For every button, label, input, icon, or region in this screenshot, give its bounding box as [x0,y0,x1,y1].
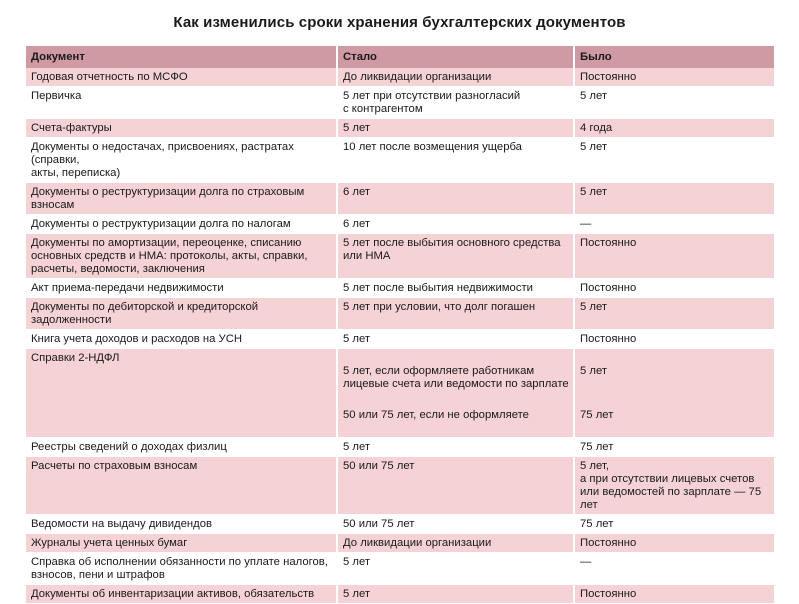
cell-now: 5 лет после выбытия основного средства или НМА [338,234,575,279]
cell-document: Документы по дебиторской и кредиторской задолженности [26,298,338,330]
cell-was-part: 75 лет [580,409,614,421]
cell-was: 5 лет, а при отсутствии лицевых счетов или ведомостей по зарплате — 75 лет [575,457,774,515]
cell-document: Документы о реструктуризации долга по страховым взносам [26,183,338,215]
cell-now: 5 лет [338,438,575,457]
cell-document: Годовая отчетность по МСФО [26,68,338,87]
table-header-row [26,46,774,68]
table-row [26,183,774,215]
table-row [26,279,774,298]
table-row [26,349,774,438]
cell-document: Документы о реструктуризации долга по налогам [26,215,338,234]
page-title: Как изменились сроки хранения бухгалтерских документов [173,14,626,31]
table-row [26,298,774,330]
cell-now: 5 лет [338,585,575,604]
table-row [26,438,774,457]
table-row [26,534,774,553]
column-header-was: Было [575,46,774,68]
cell-was: Постоянно [575,585,774,604]
table-row [26,215,774,234]
table-row [26,138,774,183]
cell-now: 6 лет [338,215,575,234]
cell-document: Справки 2-НДФЛ [26,349,338,438]
cell-was: — [575,215,774,234]
table-row [26,585,774,604]
table-row [26,515,774,534]
cell-document: Расчеты по страховым взносам [26,457,338,515]
cell-document: Счета-фактуры [26,119,338,138]
cell-now: До ликвидации организации [338,68,575,87]
cell-document: Первичка [26,87,338,119]
cell-now: 5 лет [338,330,575,349]
cell-now: 5 лет при отсутствии разногласий с контрагентом [338,87,575,119]
table-row [26,119,774,138]
cell-document: Документы по амортизации, переоценке, списанию основных средств и НМА: протоколы, акты, справки, расчеты, ведомости, заключения [26,234,338,279]
cell-now: 50 или 75 лет [338,457,575,515]
cell-document: Акт приема-передачи недвижимости [26,279,338,298]
cell-now: 50 или 75 лет [338,515,575,534]
cell-now: До ликвидации организации [338,534,575,553]
cell-document: Реестры сведений о доходах физлиц [26,438,338,457]
cell-was: 5 лет [575,138,774,183]
cell-was: 5 лет [575,298,774,330]
cell-now: 6 лет [338,183,575,215]
cell-now-split [338,349,575,438]
cell-was: — [575,553,774,585]
cell-was-split [575,349,774,438]
column-header-document: Документ [26,46,338,68]
cell-was-part: 5 лет [580,365,608,377]
cell-document: Ведомости на выдачу дивидендов [26,515,338,534]
cell-now-part: 5 лет, если оформляете работникам лицевые счета или ведомости по зарплате [343,365,569,390]
cell-now-part: 50 или 75 лет, если не оформляете [343,409,529,421]
table-row [26,87,774,119]
table-row [26,553,774,585]
table-row [26,234,774,279]
table-row [26,457,774,515]
cell-document: Документы об инвентаризации активов, обязательств [26,585,338,604]
cell-document: Журналы учета ценных бумаг [26,534,338,553]
cell-was: Постоянно [575,68,774,87]
cell-now: 5 лет [338,553,575,585]
cell-was: 5 лет [575,183,774,215]
cell-now: 5 лет [338,119,575,138]
cell-document: Документы о недостачах, присвоениях, растратах (справки, акты, переписка) [26,138,338,183]
cell-was: Постоянно [575,534,774,553]
cell-now: 5 лет при условии, что долг погашен [338,298,575,330]
cell-now: 10 лет после возмещения ущерба [338,138,575,183]
table-row [26,330,774,349]
cell-now: 5 лет после выбытия недвижимости [338,279,575,298]
cell-was: Постоянно [575,279,774,298]
cell-was: 75 лет [575,515,774,534]
cell-was: 5 лет [575,87,774,119]
table-row [26,68,774,87]
cell-was: Постоянно [575,234,774,279]
cell-was: 75 лет [575,438,774,457]
retention-table [26,46,774,604]
column-header-now: Стало [338,46,575,68]
cell-document: Справка об исполнении обязанности по уплате налогов, взносов, пени и штрафов [26,553,338,585]
cell-document: Книга учета доходов и расходов на УСН [26,330,338,349]
cell-was: Постоянно [575,330,774,349]
cell-was: 4 года [575,119,774,138]
